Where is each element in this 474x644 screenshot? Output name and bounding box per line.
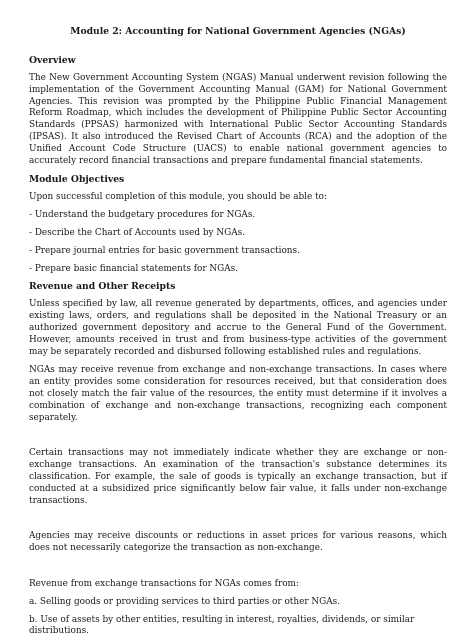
objective-item: - Prepare journal entries for basic government transactions. [29,245,300,256]
revenue-item: b. Use of assets by other entities, resulting in interest, royalties, dividends, or similar distributions. [29,614,415,637]
objective-item: - Understand the budgetary procedures for NGAs. [29,210,256,221]
revenue-paragraph: Certain transactions may not immediately indicate whether they are exchange or non-exchange transactions. An examination of the transaction's substance determines its classification. For example, the sale of goods is typically an exchange transaction, but if conducted at a subsidized price significantly below fair value, it falls under non-exchange transactions. [29,448,447,506]
objective-item: - Describe the Chart of Accounts used by NGAs. [29,227,246,238]
revenue-heading: Revenue and Other Receipts [29,281,176,293]
objectives-intro: Upon successful completion of this module, you should be able to: [29,192,327,203]
revenue-paragraph: Agencies may receive discounts or reductions in asset prices for various reasons, which does not necessarily categorize the transaction as non-exchange. [29,531,447,554]
revenue-paragraph: Revenue from exchange transactions for NGAs comes from: [29,578,299,589]
overview-heading: Overview [29,55,76,66]
document-page [29,26,447,644]
revenue-item: a. Selling goods or providing services to third parties or other NGAs. [29,596,341,607]
overview-paragraph: The New Government Accounting System (NGAS) Manual underwent revision following the implementation of the Government Accounting Manual (GAM) for National Government Agencies. This revision was prompted by the Philippine Public Financial Management Reform Roadmap, which includes the development of Philippine Public Sector Accounting Standards (PPSAS) harmonized with International Public Sector Accounting Standards (IPSAS). It also introduced the Revised Chart of Accounts (RCA) and the adoption of the Unified Account Code Structure (UACS) to enable national government agencies to accurately record financial transactions and prepare fundamental financial statements. [29,73,447,166]
revenue-paragraph: NGAs may receive revenue from exchange and non-exchange transactions. In cases where an entity provides some consideration for resources received, but that consideration does not closely match the fair value of the resources, the entity must determine if it involves a combination of exchange and non-exchange transactions, recognizing each component separately. [29,365,447,423]
objectives-heading: Module Objectives [29,174,125,186]
document-title: Module 2: Accounting for National Government Agencies (NGAs) [70,26,406,37]
objective-item: - Prepare basic financial statements for NGAs. [29,263,239,274]
revenue-paragraph: Unless specified by law, all revenue generated by departments, offices, and agencies under existing laws, orders, and regulations shall be deposited in the National Treasury or an authorized government depository and accrue to the General Fund of the Government. However, amounts received in trust and from business-type activities of the government may be separately recorded and disbursed following established rules and regulations. [29,299,447,357]
